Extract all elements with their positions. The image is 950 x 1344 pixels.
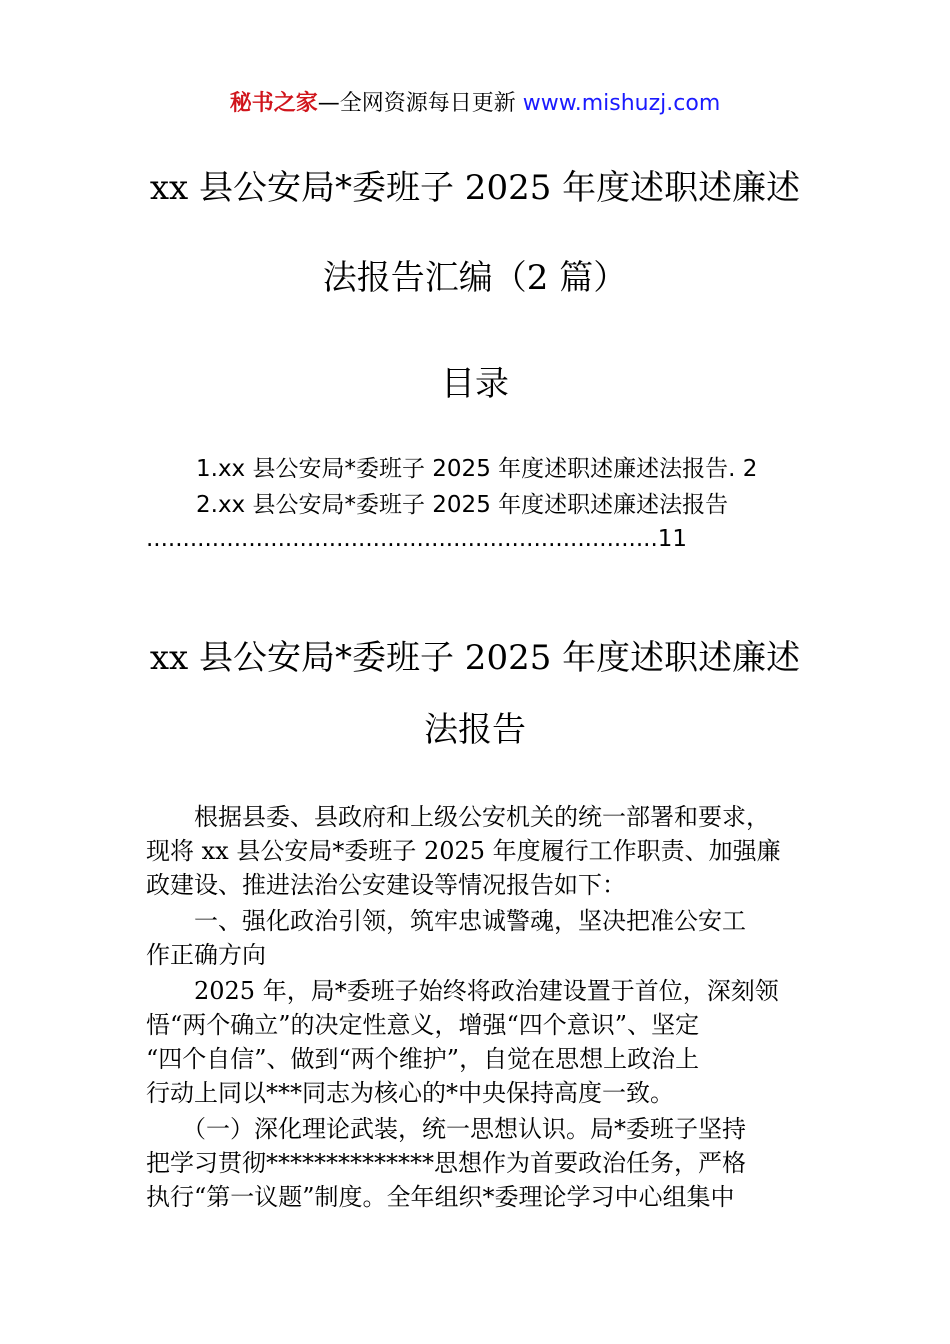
- section-heading: 作正确方向: [146, 941, 266, 969]
- site-banner: [0, 88, 950, 120]
- doc-title-line-2: 法报告汇编（2 篇）: [322, 258, 628, 298]
- banner-tagline: —全网资源每日更新: [317, 91, 523, 116]
- body-line: 根据县委、县政府和上级公安机关的统一部署和要求，: [146, 803, 770, 831]
- body-line: 2025 年，局*委班子始终将政治建设置于首位，深刻领: [146, 977, 779, 1005]
- site-link[interactable]: www.mishuzj.com: [522, 91, 721, 116]
- toc-entry-2[interactable]: 2.xx 县公安局*委班子 2025 年度述职述廉述法报告: [196, 492, 729, 518]
- article-title-line-2: 法报告: [424, 710, 526, 750]
- brand-name: 秘书之家: [229, 91, 318, 116]
- toc-entry-1[interactable]: 1.xx 县公安局*委班子 2025 年度述职述廉述法报告. 2: [196, 456, 758, 482]
- body-line: 悟“两个确立”的决定性意义，增强“四个意识”、坚定: [146, 1011, 700, 1039]
- body-line: （一）深化理论武装，统一思想认识。局*委班子坚持: [146, 1115, 746, 1143]
- body-line: 执行“第一议题”制度。全年组织*委理论学习中心组集中: [146, 1183, 735, 1211]
- body-line: 行动上同以***同志为核心的*中央保持高度一致。: [146, 1079, 674, 1107]
- body-line: 现将 xx 县公安局*委班子 2025 年度履行工作职责、加强廉: [146, 837, 781, 865]
- toc-heading: 目录: [441, 364, 509, 404]
- section-heading: 一、强化政治引领，筑牢忠诚警魂，坚决把准公安工: [146, 907, 746, 935]
- doc-title-line-1: xx 县公安局*委班子 2025 年度述职述廉述: [149, 168, 801, 208]
- body-line: 把学习贯彻**************思想作为首要政治任务，严格: [146, 1149, 746, 1177]
- body-line: “四个自信”、做到“两个维护”，自觉在思想上政治上: [146, 1045, 700, 1073]
- article-title-line-1: xx 县公安局*委班子 2025 年度述职述廉述: [149, 638, 801, 678]
- toc-entry-2-page[interactable]: ......................................................................11: [146, 526, 688, 552]
- body-line: 政建设、推进法治公安建设等情况报告如下：: [146, 871, 626, 899]
